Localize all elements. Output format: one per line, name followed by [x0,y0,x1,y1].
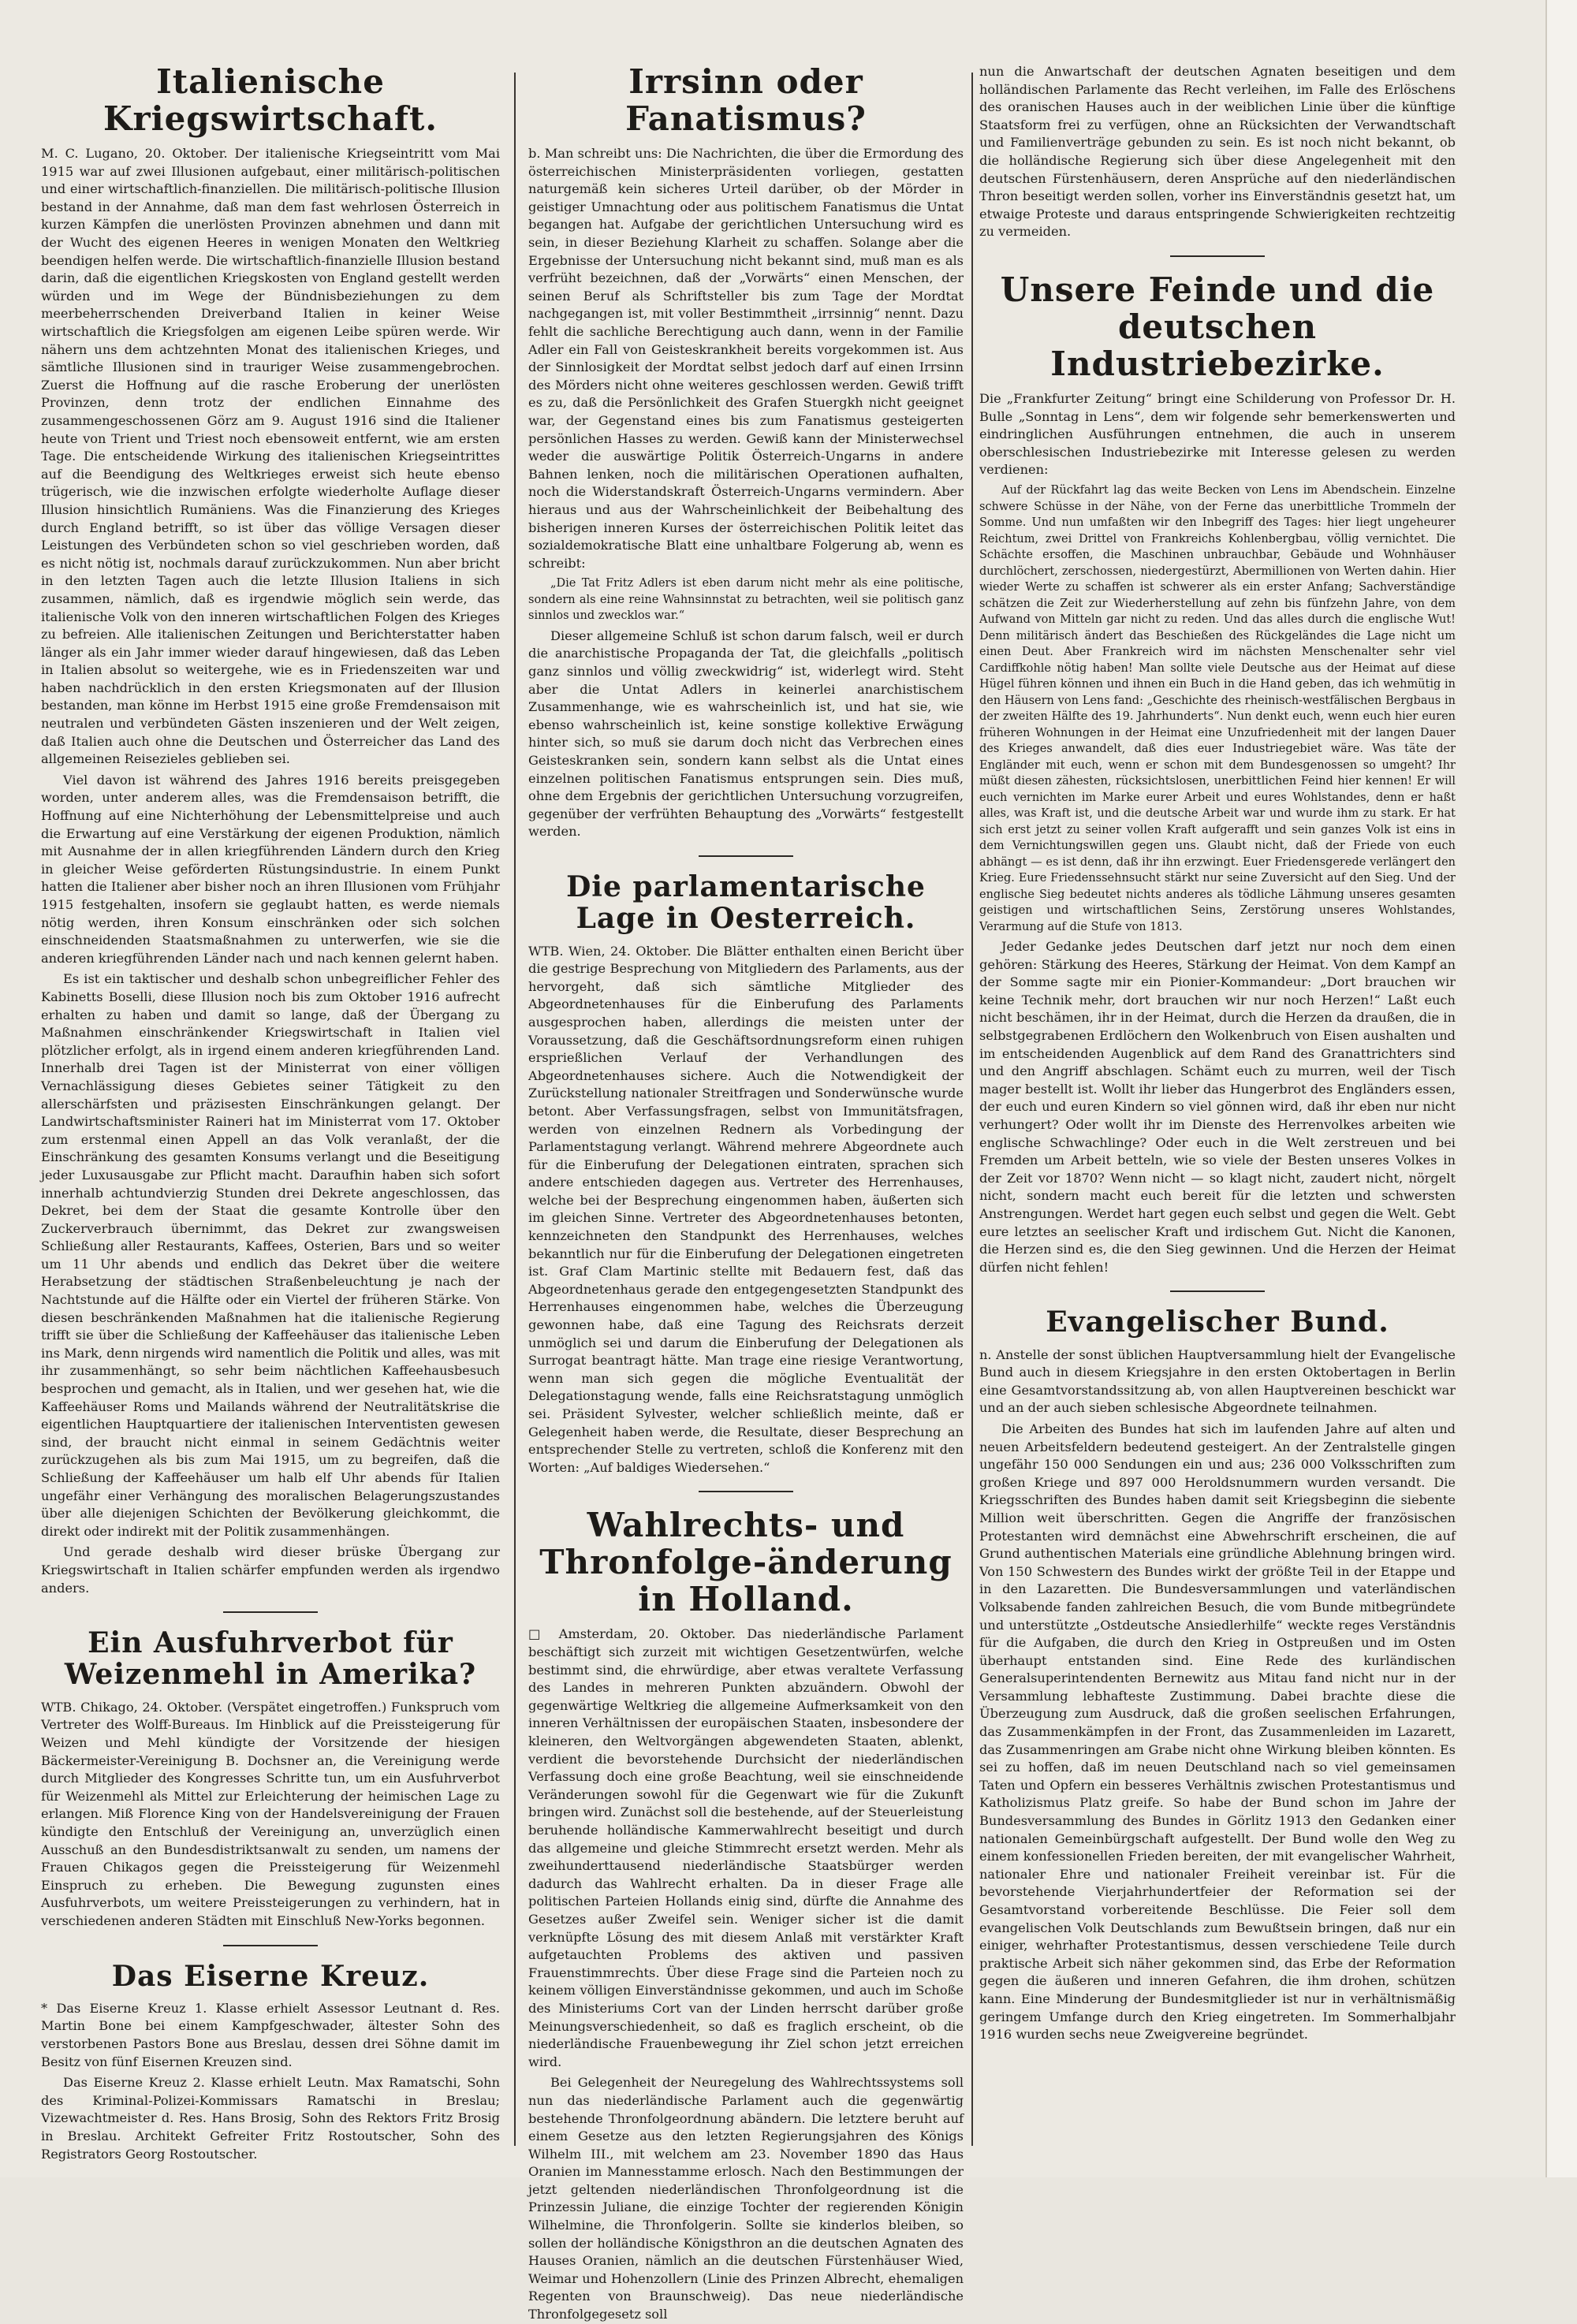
article-paragraph: Dieser allgemeine Schluß ist schon darum falsch, weil er durch die anarchistische Propaganda der Tat, die gleichfalls „politisch ganz sinnlos und völlig zweckwidrig“ ist, widerlegt wird. Steht aber die Untat Adlers in keinerlei anarchistischem Zusammenhange, wie es wahrscheinlich ist, und hat sie, wie ebenso wahrscheinlich ist, keine sonstige kollektive Erwägung hinter sich, so muß sie darum doch nicht das Verbrechen eines Geisteskranken sein, sondern kann selbst als die Untat eines einzelnen politischen Fanatismus entsprungen sein. Dies muß, ohne dem Ergebnis der gerichtlichen Untersuchung vorzugreifen, gegenüber der verfrühten Behauptung des „Vorwärts“ festgestellt werden. [528,628,964,840]
headline-italienische-kriegswirtschaft: Italienische Kriegswirtschaft. [103,62,438,139]
article-divider [1170,255,1265,257]
column-rule [514,73,516,2146]
article-divider [1170,1290,1265,1292]
article-paragraph: Die Arbeiten des Bundes hat sich im laufenden Jahre auf alten und neuen Arbeitsfeldern bedeutend gesteigert. An der Zentralstelle gingen ungefähr 150 000 Sendungen ein und aus; 236 000 Volksschriften zum großen Kriege und 897 000 Heroldsnummern wurden versandt. Die Kriegsschriften des Bundes haben damit seit Kriegsbeginn die siebente Million weit überschritten. Gegen die Angriffe der französischen Protestanten wird demnächst eine Abwehrschrift erscheinen, die auf Grund authentischen Materials eine gründliche Ablehnung bringen wird. Von 150 Schwestern des Bundes wirkt der größte Teil in der Etappe und in den Lazaretten. Die Bundesversammlungen und vaterländischen Volksabende fanden zahlreichen Besuch, die vom Bunde mitbegründete und unterstützte „Ostdeutsche Ansiedlerhilfe“ weckte reges Verständnis für die Aufgaben, die durch den Krieg in Ostpreußen und im Osten überhaupt entstanden sind. Eine Rede des kurländischen Generalsuperintendenten Bernewitz aus Mitau fand nicht nur in der Versammlung lebhafteste Zustimmung. Dabei brachte diese die Überzeugung zum Ausdruck, daß die großen seelischen Erfahrungen, das Zusammenkämpfen in der Front, das Zusammenleiden im Lazarett, das Zusammenringen am Grabe nicht ohne Wirkung bleiben könnten. Es sei zu hoffen, daß im neuen Deutschland nach so viel gemeinsamen Taten und Opfern ein besseres Verhältnis zwischen Protestantismus und Katholizismus Platz greife. So habe der Bund schon im Jahre der Bundesversammlung des Bundes in Görlitz 1913 den Gedanken einer nationalen Gemeinbürgschaft aufgestellt. Der Bund wolle den Weg zu einem konfessionellen Frieden bereiten, der mit evangelischer Wahrheit, nationaler Ehre und nationaler Freiheit vereinbar ist. Für die bevorstehende Vierjahrhundertfeier der Reformation sei der Gesamtvorstand vorbereitende Beschlüsse. Die Feier soll dem evangelischen Volk Deutschlands zum Bewußtsein bringen, daß nur ein einiger, wehrhafter Protestantismus, dessen verschiedene Teile durch praktische Arbeit sich näher gekommen sind, das Erbe der Reformation gegen die äußeren und inneren Gefahren, die ihm drohen, schützen kann. Eine Minderung der Bundesmitglieder ist nur in verhältnismäßig geringem Umfange durch den Krieg eingetreten. Im Sommerhalbjahr 1916 wurden sechs neue Zweigvereine begründet. [979,1421,1456,2043]
article-divider [699,855,793,857]
article-paragraph: Viel davon ist während des Jahres 1916 bereits preisgegeben worden, unter anderem alles, was die Fremdensaison betrifft, die Hoffnung auf eine Nichterhöhung der Lebensmittelpreise und auch die Erwartung auf eine Verstärkung der eigenen Produktion, nämlich mit Ausnahme der in allen kriegführenden Ländern durch den Krieg in gleicher Weise geförderten Rüstungsindustrie. In einem Punkt hatten die Italiener aber bisher noch an ihren Illusionen vom Frühjahr 1915 festgehalten, insofern sie geglaubt hatten, es werde niemals nötig werden, ihren Konsum einschränken oder sich solchen einschneidenden Staatsmaßnahmen zu unterwerfen, wie sie die anderen kriegführenden Länder nach und nach kennen gelernt haben. [41,772,500,966]
article-paragraph: □ Amsterdam, 20. Oktober. Das niederländische Parlament beschäftigt sich zurzeit mit wichtigen Gesetzentwürfen, welche bestimmt sind, die ehrwürdige, aber etwas veraltete Verfassung des Landes in mehreren Punkten abzuändern. Obwohl der gegenwärtige Weltkrieg die allgemeine Aufmerksamkeit von den inneren Verhältnissen der europäischen Staaten, insbesondere der kleineren, den Weltvorgängen abgewendeten Staaten, ablenkt, verdient die bevorstehende Durchsicht der niederländischen Verfassung doch eine große Beachtung, weil sie einschneidende Veränderungen sowohl für die Gegenwart wie für die Zukunft bringen wird. Zunächst soll die bestehende, auf der Steuerleistung beruhende holländische Kammerwahlrecht beseitigt und durch das allgemeine und gleiche Stimmrecht ersetzt werden. Mehr als zweihunderttausend niederländische Staatsbürger werden dadurch das Wahlrecht erhalten. Da in dieser Frage alle politischen Parteien Hollands einig sind, dürfte die Annahme des Gesetzes außer Zweifel sein. Weniger sicher ist die damit verknüpfte Lösung des mit diesem Anlaß mit verstärkter Kraft aufgetauchten Problems des aktiven und passiven Frauenstimmrechts. Über diese Frage sind die Parteien noch zu keinem völligen Einverständnisse gekommen, und auch im Schoße des Ministeriums Cort van der Linden herrscht darüber große Meinungsverschiedenheit, so daß es fraglich erscheint, ob die niederländische Frauenbewegung ihr Ziel schon jetzt erreichen wird. [528,1626,964,2069]
article-paragraph: Das Eiserne Kreuz 2. Klasse erhielt Leutn. Max Ramatschi, Sohn des Kriminal-Polizei-Kommissars Ramatschi in Breslau; Vizewachtmeister d. Res. Hans Brosig, Sohn des Rektors Fritz Brosig in Breslau. Architekt Gefreiter Fritz Rostoutscher, Sohn des Registrators Georg Rostoutscher. [41,2075,500,2162]
column-rule [971,73,973,2146]
headline-eiserne-kreuz: Das Eiserne Kreuz. [111,1959,430,1993]
article-paragraph: Und gerade deshalb wird dieser brüske Übergang zur Kriegswirtschaft in Italien schärfer empfunden werden als irgendwo anders. [41,1544,500,1596]
headline-ausfuhrverbot: Ein Ausfuhrverbot für Weizenmehl in Amerika? [64,1626,477,1692]
article-paragraph: nun die Anwartschaft der deutschen Agnaten beseitigen und dem holländischen Parlamente das Recht verleihen, im Falle des Erlöschens des oranischen Hauses auch in der weiblichen Linie über die künftige Staatsform frei zu verfügen, ohne an Rücksichten der Verwandtschaft und Familienverträge gebunden zu sein. Es ist noch nicht bekannt, ob die holländische Regierung sich über diese Angelegenheit mit den deutschen Fürstenhäusern, deren Ansprüche auf den niederländischen Thron beseitigt werden sollen, vorher ins Einverständnis gesetzt hat, um etwaige Proteste und daraus entspringende Schwierigkeiten rechtzeitig zu vermeiden. [979,64,1456,240]
article-paragraph: b. Man schreibt uns: Die Nachrichten, die über die Ermordung des österreichischen Ministerpräsidenten vorliegen, gestatten naturgemäß kein sicheres Urteil darüber, ob der Mörder in geistiger Umnachtung oder aus politischem Fanatismus die Untat begangen hat. Aufgabe der gerichtlichen Untersuchung wird es sein, in dieser Beziehung Klarheit zu schaffen. Solange aber die Ergebnisse der Untersuchung nicht bekannt sind, muß man es als verfrüht bezeichnen, daß der „Vorwärts“ einen Menschen, der seinen Beruf als Schriftsteller bis zum Tage der Mordtat nachgegangen ist, mit voller Bestimmtheit „irrsinnig“ nennt. Dazu fehlt die sachliche Berechtigung auch dann, wenn in der Familie Adler ein Fall von Geisteskrankheit bereits vorgekommen ist. Aus der Sinnlosigkeit der Mordtat selbst jedoch darf auf einen Irrsinn des Mörders nicht ohne weiteres geschlossen werden. Gewiß trifft es zu, daß die Persönlichkeit des Grafen Stuergkh nicht geeignet war, der Gegenstand eines bis zum Fanatismus gesteigerten persönlichen Hasses zu werden. Gewiß kann der Ministerwechsel weder die auswärtige Politik Österreich-Ungarns in andere Bahnen lenken, noch die militärischen Operationen aufhalten, noch die Widerstandskraft Österreich-Ungarns vermindern. Aber hieraus und aus der Wahrscheinlichkeit der Beibehaltung des bisherigen inneren Kurses der österreichischen Politik leitet das sozialdemokratische Blatt eine unhaltbare Folgerung ab, wenn es schreibt: [528,146,964,571]
article-divider [223,1945,318,1946]
article-quote: „Die Tat Fritz Adlers ist eben darum nicht mehr als eine politische, sondern als eine reine Wahnsinnstat zu betrachten, weil sie politisch ganz sinnlos und zwecklos war.“ [528,577,964,623]
headline-irrsinn-oder-fanatismus: Irrsinn oder Fanatismus? [625,62,867,139]
article-paragraph: Die „Frankfurter Zeitung“ bringt eine Schilderung von Professor Dr. H. Bulle „Sonntag in Lens“, dem wir folgende sehr bemerkenswerten und eindringlichen Ausführungen entnehmen, die auch in unserem oberschlesischen Industriebezirke mit Interesse gelesen zu werden verdienen: [979,391,1456,478]
column-1 [41,63,500,2160]
headline-parlamentarische-lage: Die parlamentarische Lage in Oesterreich. [566,870,926,936]
page-edge [1545,0,1577,2177]
article-paragraph: WTB. Wien, 24. Oktober. Die Blätter enthalten einen Bericht über die gestrige Besprechung von Mitgliedern des Parlaments, aus der hervorgeht, daß sich sämtliche Mitglieder des Abgeordnetenhauses für die Einberufung des Parlaments ausgesprochen haben, allerdings die meisten unter der Voraussetzung, daß die Geschäftsordnungsreform einen ruhigen ersprießlichen Verlauf der Verhandlungen des Abgeordnetenhauses sichere. Auch die Notwendigkeit der Zurückstellung nationaler Streitfragen und Sonderwünsche wurde betont. Aber Verfassungsfragen, selbst von Immunitätsfragen, werden von einzelnen Rednern als Vorbedingung der Parlamentstagung verlangt. Während mehrere Abgeordnete auch für die Einberufung der Delegationen eintraten, sprachen sich andere entschieden dagegen aus. Vertreter des Herrenhauses, welche bei der Besprechung eingenommen haben, äußerten sich im gleichen Sinne. Vertreter des Abgeordnetenhauses betonten, kennzeichneten den Standpunkt des Herrenhauses, welches bekanntlich nur für die Einberufung der Delegationen eingetreten ist. Graf Clam Martinic stellte mit Bedauern fest, daß das Abgeordnetenhaus gerade den entgegengesetzten Standpunkt des Herrenhauses eingenommen habe, welches die Überzeugung gewonnen habe, daß eine Tagung des Reichsrats derzeit unmöglich sei und darum die Einberufung der Delegationen als Surrogat beantragt hätte. Man trage eine riesige Verantwortung, wenn man sich gegen die mögliche Eventualität der Delegationstagung wende, falls eine Reichsratstagung unmöglich sei. Präsident Sylvester, welcher schließlich meinte, daß er Gelegenheit haben werde, die Resultate, dieser Besprechung an entsprechender Stelle zu vertreten, schloß die Konferenz mit den Worten: „Auf baldiges Wiedersehen.“ [528,943,964,1475]
column-2 [528,62,964,2322]
headline-evangelischer-bund: Evangelischer Bund. [1046,1305,1389,1339]
article-paragraph: n. Anstelle der sonst üblichen Hauptversammlung hielt der Evangelische Bund auch in diesem Kriegsjahre in den ersten Oktobertagen in Berlin eine Gesamtvorstandssitzung ab, von allen Hauptvereinen beschickt war und an der auch sieben schlesische Abgeordnete teilnahmen. [979,1346,1456,1416]
article-divider [223,1611,318,1613]
headline-wahlrechts-thronfolge: Wahlrechts- und Thronfolge-änderung in Holland. [539,1506,953,1619]
article-paragraph: * Das Eiserne Kreuz 1. Klasse erhielt Assessor Leutnant d. Res. Martin Bone bei einem Kampfgeschwader, ältester Sohn des verstorbenen Pastors Bone aus Breslau, dessen drei Söhne damit im Besitz von fünf Eisernen Kreuzen sind. [41,2000,500,2069]
headline-unsere-feinde: Unsere Feinde und die deutschen Industriebezirke. [1000,270,1435,383]
article-paragraph: WTB. Chikago, 24. Oktober. (Verspätet eingetroffen.) Funkspruch vom Vertreter des Wolff-Bureaus. Im Hinblick auf die Preissteigerung für Weizen und Mehl kündigte der Vorsitzende der hiesigen Bäckermeister-Vereinigung B. Dochsner an, die Vereinigung werde durch Mitglieder des Kongresses Schritte tun, um ein Ausfuhrverbot für Weizenmehl als Mittel zur Erleichterung der heimischen Lage zu erlangen. Miß Florence King von der Handelsvereinigung der Frauen kündigte den Entschluß der Vereinigung an, unverzüglich einen Ausschuß an den Bundesdistriktsanwalt zu senden, um namens der Frauen Chikagos gegen die Preissteigerung für Weizenmehl Einspruch zu erheben. Die Bewegung zugunsten eines Ausfuhrverbots, um weitere Preissteigerungen zu verhindern, hat in verschiedenen anderen Städten mit Einschluß New-Yorks begonnen. [41,1699,500,1928]
article-divider [699,1491,793,1492]
article-paragraph: Jeder Gedanke jedes Deutschen darf jetzt nur noch dem einen gehören: Stärkung des Heeres, Stärkung der Heimat. Von dem Kampf an der Somme sagte mir ein Pionier-Kommandeur: „Dort brauchen wir keine Technik mehr, dort brauchen wir nur noch Herzen!“ Laßt euch nicht beschämen, ihr in der Heimat, durch die Herzen da draußen, die in selbstgegrabenen Erdlöchern den Wolkenbruch von Eisen aushalten und im entscheidenden Augenblick auf dem Rand des Granattrichters sind und den Angriff abschlagen. Schämt euch zu murren, weil der Tisch mager bestellt ist. Wollt ihr lieber das Hungerbrot des Engländers essen, der euch und euren Kindern so viel gönnen wird, daß ihr eben nur nicht verhungert? Oder wollt ihr im Dienste des Herrenvolkes arbeiten wie englische Schwachlinge? Oder euch in die Welt zerstreuen und bei Fremden um Arbeit betteln, wie so viele der Besten unseres Volkes in der Zeit vor 1870? Wenn nicht — so klagt nicht, zaudert nicht, nörgelt nicht, sondern macht euch bereit für die letzten und schwersten Anstrengungen. Werdet hart gegen euch selbst und gegen die Welt. Gebt eure letztes an seelischer Kraft und irdischem Gut. Nicht die Kanonen, die Herzen sind es, die den Sieg gewinnen. Und die Herzen der Heimat dürfen nicht fehlen! [979,939,1456,1275]
article-paragraph: Bei Gelegenheit der Neuregelung des Wahlrechtssystems soll nun das niederländische Parlament auch die gegenwärtig bestehende Thronfolgeordnung abändern. Die letztere beruht auf einem Gesetze aus den letzten Regierungsjahren des Königs Wilhelm III., mit welchem am 23. November 1890 das Haus Oranien im Mannesstamme erlosch. Nach den Bestimmungen der jetzt geltenden niederländischen Thronfolgeordnung ist die Prinzessin Juliane, die einzige Tochter der regierenden Königin Wilhelmine, die Thronfolgerin. Sollte sie kinderlos bleiben, so sollen der holländische Königsthron an die deutschen Agnaten des Hauses Oranien, nämlich an die deutschen Fürstenhäuser Wied, Weimar und Hohenzollern (Linie des Prinzen Albrecht, ehemaligen Regenten von Braunschweig). Das neue niederländische Thronfolgegesetz soll [528,2075,964,2322]
article-paragraph: Es ist ein taktischer und deshalb schon unbegreiflicher Fehler des Kabinetts Boselli, diese Illusion noch bis zum Oktober 1916 aufrecht erhalten zu haben und damit so lange, daß der Übergang zu Maßnahmen einschränkender Kriegswirtschaft in Italien viel plötzlicher erfolgt, als in irgend einem anderen kriegführenden Land. Innerhalb drei Tagen ist der Ministerrat von einer völligen Vernachlässigung dieses Gebietes seiner Tätigkeit zu den allerschärfsten und präzisesten Einschränkungen gelangt. Der Landwirtschaftsminister Raineri hat im Ministerrat vom 17. Oktober zum erstenmal einen Appell an das Volk veranlaßt, der die Einschränkung des gesamten Konsums verlangt und die Beseitigung jeder Luxusausgabe zur Pflicht macht. Daraufhin haben sich sofort innerhalb achtundvierzig Stunden drei Dekrete angeschlossen, das Dekret, bei dem der Staat die gesamte Kontrolle über den Zuckerverbrauch übernimmt, das Dekret zur zwangsweisen Schließung aller Restaurants, Kaffees, Osterien, Bars und so weiter um 11 Uhr abends und endlich das Dekret über die weitere Herabsetzung der städtischen Straßenbeleuchtung je nach der Nachtstunde auf die Hälfte oder ein Viertel der früheren Stärke. Von diesen beschränkenden Maßnahmen hat die italienische Regierung trifft sie über die Schließung der Kaffeehäuser das italienische Leben ins Mark, denn nirgends wird namentlich die Politik und alles, was mit ihr zusammenhängt, so sehr beim nächtlichen Kaffeehausbesuch besprochen und gemacht, als in Italien, und wer gesehen hat, wie die Kaffeehäuser Roms und Mailands während der Neutralitätskrise die eigentlichen Hauptquartiere der italienischen Interventisten gewesen sind, der braucht nicht einmal in seinem Gedächtnis weiter zurückzugehen als bis zum Mai 1915, um zu begreifen, daß die Schließung der Kaffeehäuser um halb elf Uhr abends für Italien ungefähr einer Verhängung des moralischen Belagerungszustandes über alle diejenigen Schichten der Bevölkerung gleichkommt, die direkt oder indirekt mit der Politik zusammenhängen. [41,971,500,1539]
article-paragraph: M. C. Lugano, 20. Oktober. Der italienische Kriegseintritt vom Mai 1915 war auf zwei Illusionen aufgebaut, einer militärisch-politischen und einer wirtschaftlich-finanziellen. Die militärisch-politische Illusion bestand in der Annahme, daß man dem fast wehrlosen Österreich in kurzen Kämpfen die unerlösten Provinzen abnehmen und dann mit der Wucht des eigenen Heeres in wenigen Monaten den Weltkrieg beendigen helfen werde. Die wirtschaftlich-finanzielle Illusion bestand darin, daß die eigentlichen Kriegskosten von England gestellt werden würden und im Wege der Bündnisbeziehungen zu dem meerbeherrschenden Dreiverband Italien in keiner Weise wirtschaftlich die Kriegsfolgen am eigenen Leibe spüren werde. Wir nähern uns dem achtzehnten Monat des italienischen Krieges, und sämtliche Illusionen sind in trauriger Weise zusammengebrochen. Zuerst die Hoffnung auf die rasche Eroberung der unerlösten Provinzen, denn trotz der endlichen Einnahme des zusammengeschossenen Görz am 9. August 1916 sind die Italiener heute von Trient und Triest noch ebensoweit entfernt, wie am ersten Tage. Die entscheidende Wirkung des italienischen Kriegseintrittes auf die Beendigung des Weltkrieges erweist sich heute ebenso trügerisch, wie die inzwischen erfolgte wiederholte Auflage dieser Illusion hinsichtlich Rumäniens. Was die Finanzierung des Krieges durch England betrifft, so ist über das völlige Versagen dieser Leistungen des Verbündeten schon so viel geschrieben worden, daß es nicht nötig ist, nochmals darauf zurückzukommen. Nun aber bricht in den letzten Tagen auch die letzte Illusion Italiens in sich zusammen, nämlich, daß es irgendwie möglich sein werde, das italienische Volk von den inneren wirtschaftlichen Folgen des Krieges zu befreien. Alle italienischen Zeitungen und Berichterstatter haben länger als ein Jahr immer wieder darauf hingewiesen, daß das Leben in Italien absolut so weitergehe, wie es in Friedenszeiten war und haben nachdrücklich in den ersten Kriegsmonaten auf der Illusion bestanden, man könne im Herbst 1915 eine große Fremdensaison mit neutralen und verbündeten Gästen inszenieren und der Welt zeigen, daß Italien auch ohne die Deutschen und Österreicher das Land des allgemeinen Reisezieles geblieben sei. [41,146,500,767]
article-quote: Auf der Rückfahrt lag das weite Becken von Lens im Abendschein. Einzelne schwere Schüsse in der Nähe, von der Ferne das unerbittliche Trommeln der Somme. Und nun umfaßten wir den Inbegriff des Tages: hier liegt ungeheurer Reichtum, zwei Drittel von Frankreichs Kohlenbergbau, völlig vernichtet. Die Schächte ersoffen, die Maschinen unbrauchbar, Gebäude und Wohnhäuser durchlöchert, zerschossen, niedergestürzt, Abermillionen von Werten dahin. Hier wieder Werte zu schaffen ist schwerer als ein erster Anfang; Sachverständige schätzen die Zeit zur Wiederherstellung auf zehn bis fünfzehn Jahre, von dem Aufwand von Mitteln gar nicht zu reden. Und das alles durch die englische Wut! Denn militärisch ändert das Beschießen des Rückgeländes die Lage nicht um einen Deut. Aber Frankreich wird im nächsten Menschenalter sehr viel Cardiffkohle nötig haben! Man sollte viele Deutsche aus der Heimat auf diese Hügel führen können und ihnen ein Buch in die Hand geben, das ich wehmütig in den Häusern von Lens fand: „Geschichte des rheinisch-westfälischen Bergbaus in der zweiten Hälfte des 19. Jahrhunderts“. Nun denkt euch, wenn euch hier euren früheren Wohnungen in der Heimat eine Unzufriedenheit mit der langen Dauer des Krieges anwandelt, daß dies euer Industriegebiet wäre. Was täte der Engländer mit euch, wenn er schon mit dem Bundesgenossen so umgeht? Ihr müßt diesen zähesten, rücksichtslosen, unerbittlichen Feind hier kennen! Er will euch vernichten im Marke eurer Arbeit und eures Wohlstandes, denn er haßt alles, was Kraft ist, und die deutsche Arbeit war und wurde ihm zu stark. Er hat sich erst jetzt zu seiner vollen Kraft aufgerafft und sein ganzes Volk ist eins in dem Vernichtungswillen gegen uns. Glaubt nicht, daß der Friede von euch abhängt — es ist denn, daß ihr ihn erzwingt. Euer Friedensgerede verlängert den Krieg. Eure Friedenssehnsucht stärkt nur seine Zuversicht auf den Sieg. Und der englische Sieg bedeutet nichts anderes als tödliche Lähmung unseres gesamten geistigen und wirtschaftlichen Seins, Zerstörung unseres Wohlstandes, Verarmung auf die Stufe von 1813. [979,484,1456,933]
column-3 [979,63,1456,2160]
